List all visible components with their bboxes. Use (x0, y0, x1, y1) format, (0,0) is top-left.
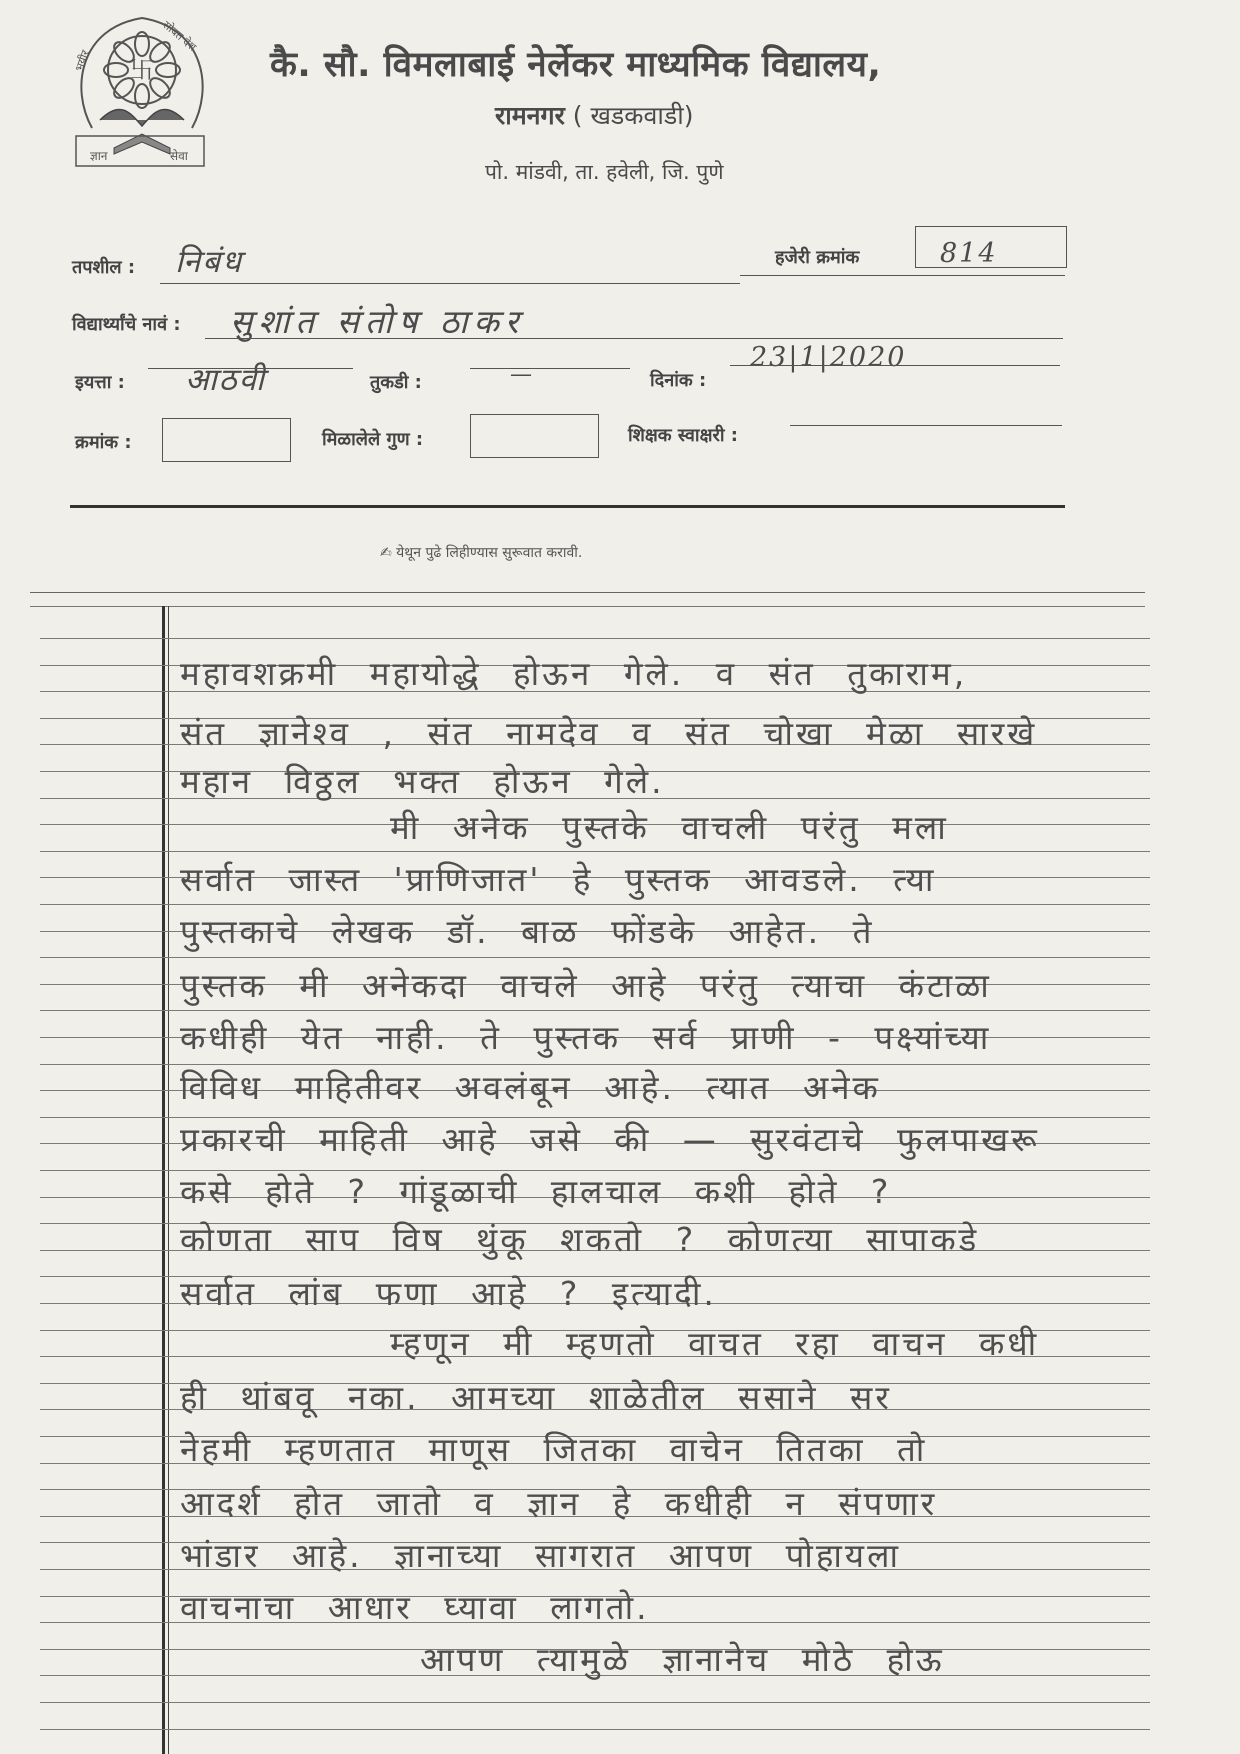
school-logo-emblem (70, 8, 215, 173)
detail-label: तपशील : (72, 257, 136, 278)
student-name-label: विद्यार्थ्यांचे नावं : (72, 314, 181, 335)
ruled-line (40, 1010, 1150, 1011)
top-rule (30, 592, 1145, 593)
student-name-value: सुशांत संतोष ठाकर (230, 302, 525, 341)
essay-line: संत ज्ञानेश्व , संत नामदेव व संत चोखा मेळा सारखे (180, 714, 1038, 753)
marks-box[interactable] (470, 414, 599, 458)
essay-line: सर्वात लांब फणा आहे ? इत्यादी. (180, 1274, 717, 1313)
date-underline (730, 365, 1060, 366)
margin-line-thin (168, 606, 169, 1754)
class-label: इयत्ता : (75, 372, 125, 393)
school-address: पो. मांडवी, ता. हवेली, जि. पुणे (485, 160, 724, 184)
student-name-underline (205, 338, 1063, 339)
marks-label: मिळालेले गुण : (322, 429, 424, 450)
school-name: कै. सौ. विमलाबाई नेर्लेकर माध्यमिक विद्यालय, (270, 45, 882, 85)
margin-line-thick (162, 606, 165, 1754)
location-main: रामनगर (495, 101, 565, 130)
start-note: ✍ येथून पुढे लिहीण्यास सुरूवात करावी. (380, 545, 583, 561)
essay-line: भांडार आहे. ज्ञानाच्या सागरात आपण पोहायला (180, 1536, 901, 1575)
class-value: आठवी (185, 362, 266, 398)
essay-line: वाचनाचा आधार घ्यावा लागतो. (180, 1588, 650, 1627)
essay-line: प्रकारची माहिती आहे जसे की — सुरवंटाचे फुलपाखरू (180, 1120, 1040, 1159)
essay-line: ही थांबवू नका. आमच्या शाळेतील ससाने सर (180, 1378, 892, 1417)
essay-line: आदर्श होत जातो व ज्ञान हे कधीही न संपणार (180, 1484, 938, 1523)
essay-line: महावशक्रमी महायोद्धे होऊन गेले. व संत तुकाराम, (180, 654, 968, 693)
ruled-line (40, 1702, 1150, 1703)
essay-line: सर्वात जास्त 'प्राणिजात' हे पुस्तक आवडले. त्या (180, 860, 937, 899)
essay-line: महान विठ्ठल भक्त होऊन गेले. (180, 762, 665, 801)
essay-line: नेहमी म्हणतात माणूस जितका वाचेन तितका तो (180, 1430, 928, 1469)
ruled-line (40, 904, 1150, 905)
essay-line: विविध माहितीवर अवलंबून आहे. त्यात अनेक (180, 1068, 881, 1107)
svg-text:卐: 卐 (130, 56, 154, 84)
logo-text-bottom-right: सेवा (170, 149, 188, 163)
attendance-underline (740, 275, 1065, 276)
serial-box[interactable] (162, 418, 291, 462)
essay-line: कसे होते ? गांडूळाची हालचाल कशी होते ? (180, 1172, 892, 1211)
essay-line: कधीही येत नाही. ते पुस्तक सर्व प्राणी - पक्ष्यांच्या (180, 1018, 992, 1057)
division-value: — (510, 362, 534, 387)
form-divider (70, 505, 1065, 508)
logo-text-top-left: भयीर (72, 48, 93, 74)
detail-underline (160, 283, 740, 284)
logo-text-bottom-left: ज्ञान (90, 149, 108, 163)
attendance-label: हजेरी क्रमांक (775, 247, 860, 268)
school-location (495, 98, 694, 132)
location-sub: ( खडकवाडी) (572, 101, 694, 130)
ruled-line (40, 1729, 1150, 1730)
date-value: 23|1|2020 (750, 342, 907, 373)
teacher-sign-underline (790, 425, 1062, 426)
essay-line: मी अनेक पुस्तके वाचली परंतु मला (390, 808, 949, 847)
ruled-line (40, 957, 1150, 958)
essay-line: आपण त्यामुळे ज्ञानानेच मोठे होऊ (420, 1640, 945, 1679)
serial-label: क्रमांक : (75, 432, 132, 453)
essay-line: म्हणून मी म्हणतो वाचत रहा वाचन कधी (390, 1324, 1040, 1363)
date-label: दिनांक : (650, 370, 707, 391)
essay-line: पुस्तकाचे लेखक डॉ. बाळ फोंडके आहेत. ते (180, 912, 875, 951)
attendance-value: 814 (940, 238, 998, 269)
essay-line: पुस्तक मी अनेकदा वाचले आहे परंतु त्याचा कंटाळा (180, 966, 992, 1005)
class-underline (148, 368, 353, 369)
detail-value: निबंध (175, 244, 243, 280)
division-label: तुकडी : (370, 372, 422, 393)
teacher-sign-label: शिक्षक स्वाक्षरी : (628, 425, 738, 446)
ruled-line (40, 638, 1150, 639)
essay-line: कोणता साप विष थुंकू शकतो ? कोणत्या सापाकडे (180, 1220, 980, 1259)
division-underline (470, 368, 630, 369)
top-rule-second (30, 606, 1145, 607)
logo-text-top-right: सोबत देश (160, 18, 199, 54)
